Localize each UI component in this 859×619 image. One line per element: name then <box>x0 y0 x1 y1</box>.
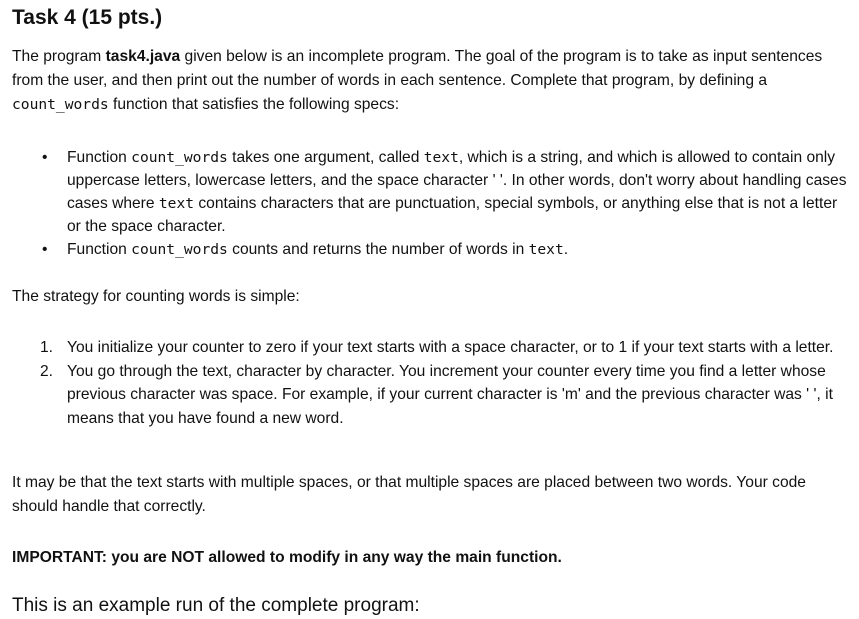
example-intro: This is an example run of the complete program: <box>12 595 420 616</box>
spec-text-segment: . <box>563 241 569 258</box>
spec-code-segment: count_words <box>131 241 228 258</box>
step-text: You go through the text, character by character. You increment your counter every time you find a letter whose previous character was space. For example, if your current character is 'm' and the previous character was ' ', it means that you have found a new word. <box>67 362 833 427</box>
spec-code-segment: text <box>528 241 564 258</box>
task-title: Task 4 (15 pts.) <box>12 6 163 29</box>
spec-text-segment: contains characters that are punctuation, special symbols, or anything else that is not a letter or the space character. <box>67 195 838 235</box>
step-number: 1. <box>40 339 54 356</box>
intro-paragraph <box>12 45 848 117</box>
spec-code-segment: text <box>158 195 195 212</box>
spec-text-segment: , which is a string, and which is allowed to contain only uppercase letters, lowercase letters, and the space character ' '. In other words, don't worry about handling cases cases where <box>67 149 847 212</box>
strategy-intro: The strategy for counting words is simple: <box>12 288 300 305</box>
spec-text-segment: counts and returns the number of words in <box>227 241 529 258</box>
list-item <box>12 360 848 431</box>
strategy-steps <box>12 336 848 430</box>
step-number: 2. <box>40 362 54 380</box>
intro-text-2: given below is an incomplete program. The goal of the program is to take as input sentences from the user, and then print out the number of words in each sentence. Complete that program, by defining a <box>12 48 823 89</box>
important-note: IMPORTANT: you are NOT allowed to modify in any way the main function. <box>12 549 562 566</box>
spec-text-segment: Function <box>67 149 132 166</box>
intro-function-name: count_words <box>12 96 109 113</box>
list-item <box>12 146 848 238</box>
intro-text-3: function that satisfies the following specs: <box>108 96 400 113</box>
bullet-glyph: • <box>42 241 48 258</box>
spec-code-segment: text <box>423 149 459 166</box>
spec-text-segment: takes one argument, called <box>227 149 424 166</box>
list-item <box>12 336 848 360</box>
specs-list <box>12 146 848 261</box>
step-text: You initialize your counter to zero if your text starts with a space character, or to 1 if your text starts with a letter. <box>67 339 834 356</box>
intro-filename: task4.java <box>105 48 181 65</box>
list-item <box>12 238 848 261</box>
spec-code-segment: count_words <box>131 149 228 166</box>
bullet-glyph: • <box>42 149 48 166</box>
multiple-spaces-note: It may be that the text starts with multiple spaces, or that multiple spaces are placed between two words. Your code should handle that correctly. <box>12 474 806 515</box>
intro-text-1: The program <box>12 48 106 65</box>
spec-text-segment: Function <box>67 241 132 258</box>
